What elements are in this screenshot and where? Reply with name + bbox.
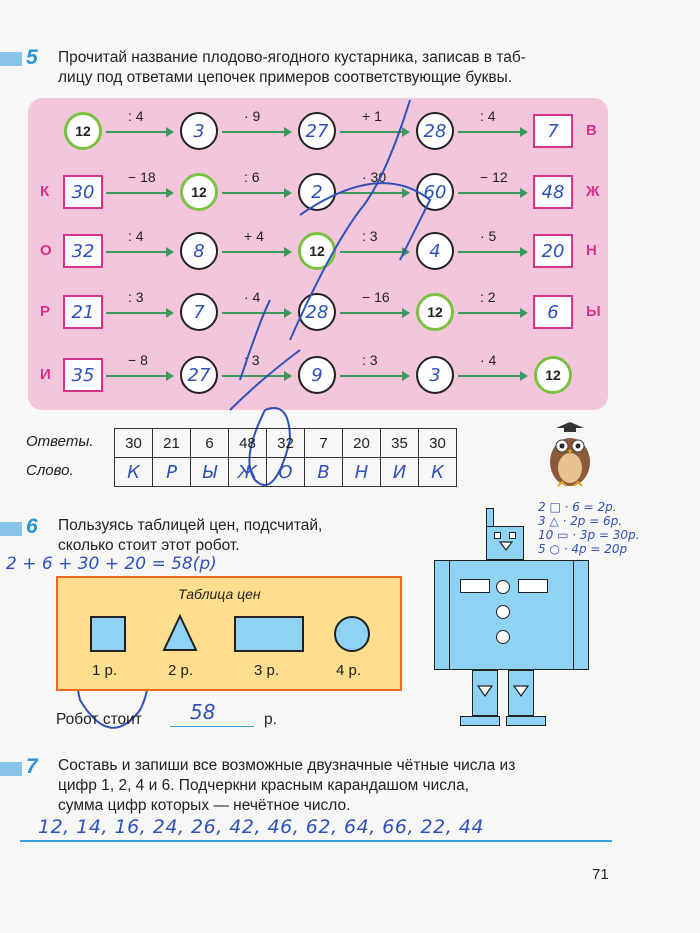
node-value: 3 [429, 364, 441, 386]
chain-operation: − 8 [128, 352, 148, 368]
rectangle-shape [234, 616, 304, 652]
answer-cell: 21 [153, 429, 191, 458]
calc-line: 2 □ · 6 = 2р. [538, 500, 617, 514]
node-value: 7 [547, 120, 559, 142]
node-value: 2 [311, 181, 323, 203]
chain-operation: · 30 [362, 169, 387, 185]
chain-operation: : 4 [128, 108, 144, 124]
robot-arm [434, 560, 450, 670]
currency: р. [264, 711, 277, 728]
chain-operation: · 4 [244, 289, 261, 305]
node-value: 12 [427, 304, 443, 320]
task-text: Прочитай название плодово-ягодного кустарника, записав в таб- [58, 49, 526, 66]
chain-operation: · 4 [480, 352, 497, 368]
handwritten-sum: 2 + 6 + 30 + 20 = 58(р) [6, 554, 217, 574]
calc-line: 5 ○ · 4р = 20р [538, 542, 628, 556]
answers-label: Ответы. [26, 433, 94, 450]
node-value: 12 [545, 367, 561, 383]
answers-table [114, 428, 457, 487]
node-value: 4 [429, 240, 441, 262]
robot-eye [494, 532, 501, 539]
node-value: 48 [541, 181, 565, 203]
price-circle: 4 р. [336, 662, 362, 679]
task-marker [0, 522, 22, 536]
robot-button [496, 580, 510, 594]
chain-operation: : 3 [362, 352, 378, 368]
task-marker [0, 762, 22, 776]
task-text: цифр 1, 2, 4 и 6. Подчеркни красным карандашом числа, [58, 777, 470, 794]
chain-operation: − 18 [128, 169, 156, 185]
chain-operation: + 1 [362, 108, 382, 124]
page-number: 71 [592, 866, 609, 883]
chain-operation: + 4 [244, 228, 264, 244]
answer-cell: 20 [343, 429, 381, 458]
row-letter-right: Ж [586, 183, 600, 200]
calc-line: 10 ▭ · 3р = 30р. [538, 528, 640, 542]
chain-operation: : 3 [362, 228, 378, 244]
price-rectangle: 3 р. [254, 662, 280, 679]
robot-foot [460, 716, 500, 726]
robot-costs-value: 58 [190, 700, 216, 724]
word-label: Слово. [26, 462, 74, 479]
row-letter-left: О [40, 242, 52, 259]
task-number: 7 [26, 755, 38, 778]
row-letter-left: Р [40, 303, 51, 320]
task-text: сумма цифр которых — нечётное число. [58, 797, 351, 814]
answer-cell: 30 [115, 429, 153, 458]
word-cell: К [419, 458, 457, 487]
node-value: 3 [193, 120, 205, 142]
node-value: 21 [71, 301, 95, 323]
word-cell: К [115, 458, 153, 487]
node-value: 32 [71, 240, 95, 262]
robot-foot [506, 716, 546, 726]
robot-antenna [486, 508, 494, 528]
robot-costs-label: Робот стоит [56, 711, 142, 728]
circle-shape [332, 614, 372, 654]
word-cell: Р [153, 458, 191, 487]
task-text: Составь и запиши все возможные двузначные чётные числа из [58, 757, 516, 774]
answer-line [170, 726, 254, 727]
robot-panel [518, 579, 548, 593]
triangle-shape [162, 614, 198, 652]
word-cell: Ж [229, 458, 267, 487]
robot-mouth [499, 541, 513, 551]
robot-knee [512, 684, 530, 698]
word-cell: Ы [191, 458, 229, 487]
robot-body [449, 560, 574, 670]
chain-operation: : 3 [244, 352, 260, 368]
node-value: 28 [423, 120, 447, 142]
chain-operation: · 9 [244, 108, 261, 124]
word-cell: О [267, 458, 305, 487]
task-text: Пользуясь таблицей цен, подсчитай, [58, 517, 323, 534]
row-letter-right: Н [586, 242, 597, 259]
chain-operation: · 5 [480, 228, 497, 244]
chain-operation: − 12 [480, 169, 508, 185]
chain-operation: : 3 [128, 289, 144, 305]
task7-answer: 12, 14, 16, 24, 26, 42, 46, 62, 64, 66, 22, 44 [38, 816, 484, 838]
calc-line: 3 △ · 2р = 6р. [538, 514, 623, 528]
node-value: 7 [193, 301, 205, 323]
node-value: 8 [193, 240, 205, 262]
task-text: сколько стоит этот робот. [58, 537, 240, 554]
word-cell: И [381, 458, 419, 487]
node-value: 12 [191, 184, 207, 200]
price-square: 1 р. [92, 662, 118, 679]
chain-operation: : 6 [244, 169, 260, 185]
task-number: 5 [26, 46, 38, 69]
node-value: 35 [71, 364, 95, 386]
answers-row [115, 429, 457, 458]
robot-eye [509, 532, 516, 539]
node-value: 12 [75, 123, 91, 139]
answer-line [20, 840, 612, 842]
row-letter-left: И [40, 366, 51, 383]
word-row [115, 458, 457, 487]
answer-cell: 32 [267, 429, 305, 458]
answer-cell: 48 [229, 429, 267, 458]
task-number: 6 [26, 515, 38, 538]
answer-cell: 35 [381, 429, 419, 458]
node-value: 27 [187, 364, 211, 386]
robot-knee [476, 684, 494, 698]
node-value: 28 [305, 301, 329, 323]
row-letter-right: В [586, 122, 597, 139]
owl-icon [540, 420, 600, 492]
task-text: лицу под ответами цепочек примеров соответствующие буквы. [58, 69, 513, 86]
node-value: 12 [309, 243, 325, 259]
chain-operation: : 4 [128, 228, 144, 244]
answer-cell: 6 [191, 429, 229, 458]
price-triangle: 2 р. [168, 662, 194, 679]
node-value: 20 [541, 240, 565, 262]
square-shape [90, 616, 126, 652]
chain-operation: : 2 [480, 289, 496, 305]
robot-panel [460, 579, 490, 593]
price-table [56, 576, 402, 691]
node-value: 9 [311, 364, 323, 386]
row-letter-left: К [40, 183, 50, 200]
price-title: Таблица цен [178, 586, 261, 602]
robot-button [496, 605, 510, 619]
chain-operation: − 16 [362, 289, 390, 305]
word-cell: Н [343, 458, 381, 487]
word-cell: В [305, 458, 343, 487]
row-letter-right: Ы [586, 303, 601, 320]
robot-arm [573, 560, 589, 670]
node-value: 27 [305, 120, 329, 142]
node-value: 30 [71, 181, 95, 203]
node-value: 6 [547, 301, 559, 323]
calc-notes [538, 500, 640, 556]
chain-operation: : 4 [480, 108, 496, 124]
robot-button [496, 630, 510, 644]
node-value: 60 [423, 181, 447, 203]
answer-cell: 30 [419, 429, 457, 458]
answer-cell: 7 [305, 429, 343, 458]
